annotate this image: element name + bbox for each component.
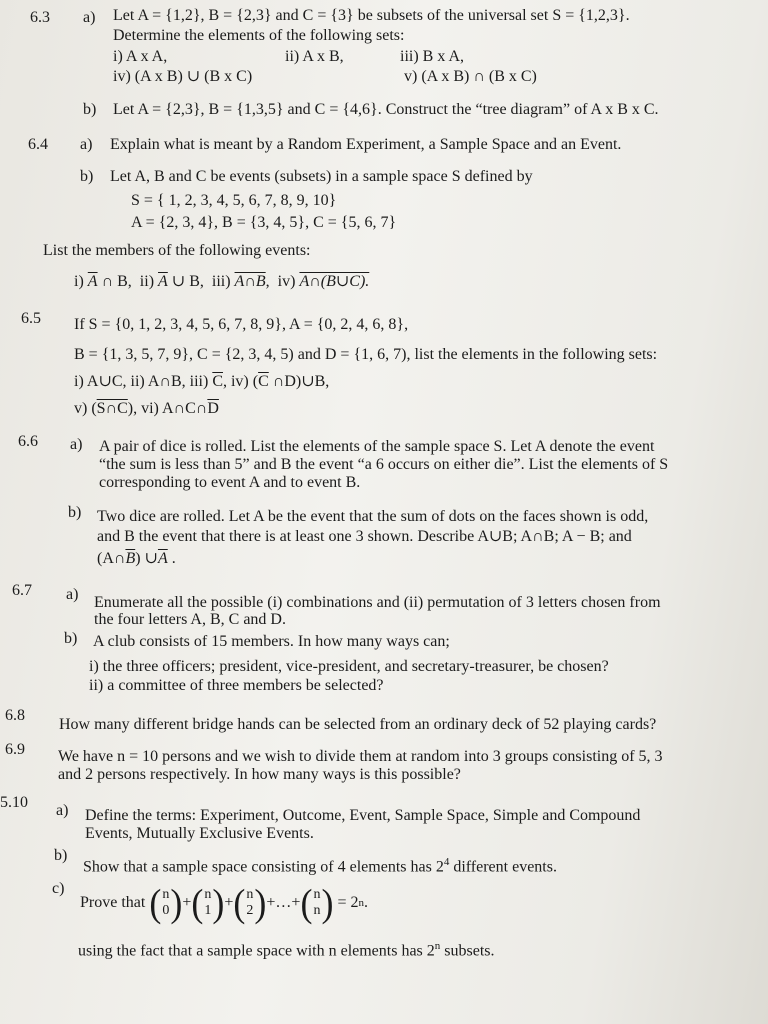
q66-a-line1: A pair of dice is rolled. List the elements of the sample space S. Let A denote the event [99,438,655,455]
q69-line2: and 2 persons respectively. In how many ways is this possible? [58,766,461,783]
q63-i: i) A x A, [113,48,168,65]
q610-a-label: a) [56,802,69,819]
q66-a-line3: corresponding to event A and to event B. [99,474,361,491]
q64-number: 6.4 [28,136,48,153]
q64-a-label: a) [80,136,93,153]
binom-n-n: ( n n ) [300,881,334,925]
q69-line1: We have n = 10 persons and we wish to divide them at random into 3 groups consisting of 5, 3 [58,748,663,765]
q64-s-line: S = { 1, 2, 3, 4, 5, 6, 7, 8, 9, 10} [131,192,337,209]
q610-number: 5.10 [0,794,28,811]
q69-number: 6.9 [5,741,25,758]
q64-list-line: List the members of the following events: [43,242,311,259]
q66-a-line2: “the sum is less than 5” and B the event “a 6 occurs on either die”. List the elements of S [99,456,669,473]
q64-a-line: Explain what is meant by a Random Experiment, a Sample Space and an Event. [110,136,622,153]
q63-v: v) (A x B) ∩ (B x C) [404,68,537,85]
q63-a-label: a) [83,9,96,26]
q65-line1: If S = {0, 1, 2, 3, 4, 5, 6, 7, 8, 9}, A = {0, 2, 4, 6, 8}, [74,316,409,333]
q63-iii: iii) B x A, [400,48,465,65]
q68-number: 6.8 [5,707,25,724]
q610-b-line: Show that a sample space consisting of 4 elements has $2^4$ different events. [83,856,557,876]
binom-n-1: ( n 1 ) [191,881,225,925]
q65-line4: v) (S∩C), vi) $A\cap C\cap\overline{D}$ [74,400,219,417]
q63-number: 6.3 [30,9,50,26]
q610-a-line2: Events, Mutually Exclusive Events. [85,825,314,842]
q65-number: 6.5 [21,310,41,327]
binom-n-2: ( n 2 ) [233,881,267,925]
q66-b-line3: $(A\cap\overline{B})$ $\cup\overline{A}$ . [97,550,176,567]
q63-a-line2: Determine the elements of the following sets: [113,27,405,44]
q63-b-line: Let A = {2,3}, B = {1,3,5} and C = {4,6}. Construct the “tree diagram” of A x B x C. [113,101,659,118]
q65-line3: i) A∪C, ii) A∩B, iii) $\overline{C}$, iv) ($\overline{C}$ ∩D)∪B, [74,373,330,390]
q67-a-line2: the four letters A, B, C and D. [94,611,286,628]
q67-b-ii: ii) a committee of three members be selected? [89,677,384,694]
q610-a-line1: Define the terms: Experiment, Outcome, Event, Sample Space, Simple and Compound [85,807,641,824]
q63-a-line1: Let A = {1,2}, B = {2,3} and C = {3} be subsets of the universal set S = {1,2,3}. [113,7,630,24]
q63-ii: ii) A x B, [285,48,344,65]
q65-line2: B = {1, 3, 5, 7, 9}, C = {2, 3, 4, 5) and D = {1, 6, 7), list the elements in the following sets: [74,346,658,363]
q610-c-label: c) [52,880,65,897]
q67-b-line: A club consists of 15 members. In how many ways can; [93,633,450,650]
q66-a-label: a) [70,436,83,453]
q67-b-i: i) the three officers; president, vice-president, and secretary-treasurer, be chosen? [89,658,609,675]
q66-b-line1: Two dice are rolled. Let A be the event that the sum of dots on the faces shown is odd, [97,508,649,525]
q66-b-label: b) [68,504,82,521]
q63-b-label: b) [83,101,97,118]
q67-a-label: a) [66,586,79,603]
q67-b-label: b) [64,630,78,647]
q64-b-label: b) [80,168,94,185]
q610-c-line2: using the fact that a sample space with n elements has 2$^n$ subsets. [78,940,495,960]
binom-n-0: ( n 0 ) [149,881,183,925]
q67-number: 6.7 [12,582,32,599]
q64-events: i) $\overline{A}$ ∩ B, ii) $\overline{A}$ ∪ B, iii) A∩B, iv) A∩(B∪C). [74,273,370,290]
q67-a-line1: Enumerate all the possible (i) combinations and (ii) permutation of 3 letters chosen from [94,594,661,611]
q610-b-label: b) [54,847,68,864]
q68-line: How many different bridge hands can be selected from an ordinary deck of 52 playing cards? [59,716,657,733]
q66-b-line2: and B the event that there is at least one 3 shown. Describe A∪B; A∩B; A − B; and [97,528,632,545]
q64-b-line: Let A, B and C be events (subsets) in a sample space S defined by [110,168,533,185]
q63-iv: iv) (A x B) ∪ (B x C) [113,68,253,85]
q64-abc-line: A = {2, 3, 4}, B = {3, 4, 5}, C = {5, 6, 7} [131,214,397,231]
q610-c-formula: Prove that ( n 0 ) + ( n 1 ) + ( n 2 ) +…+ ( n n ) = 2 n . [80,881,368,925]
q66-number: 6.6 [18,433,38,450]
